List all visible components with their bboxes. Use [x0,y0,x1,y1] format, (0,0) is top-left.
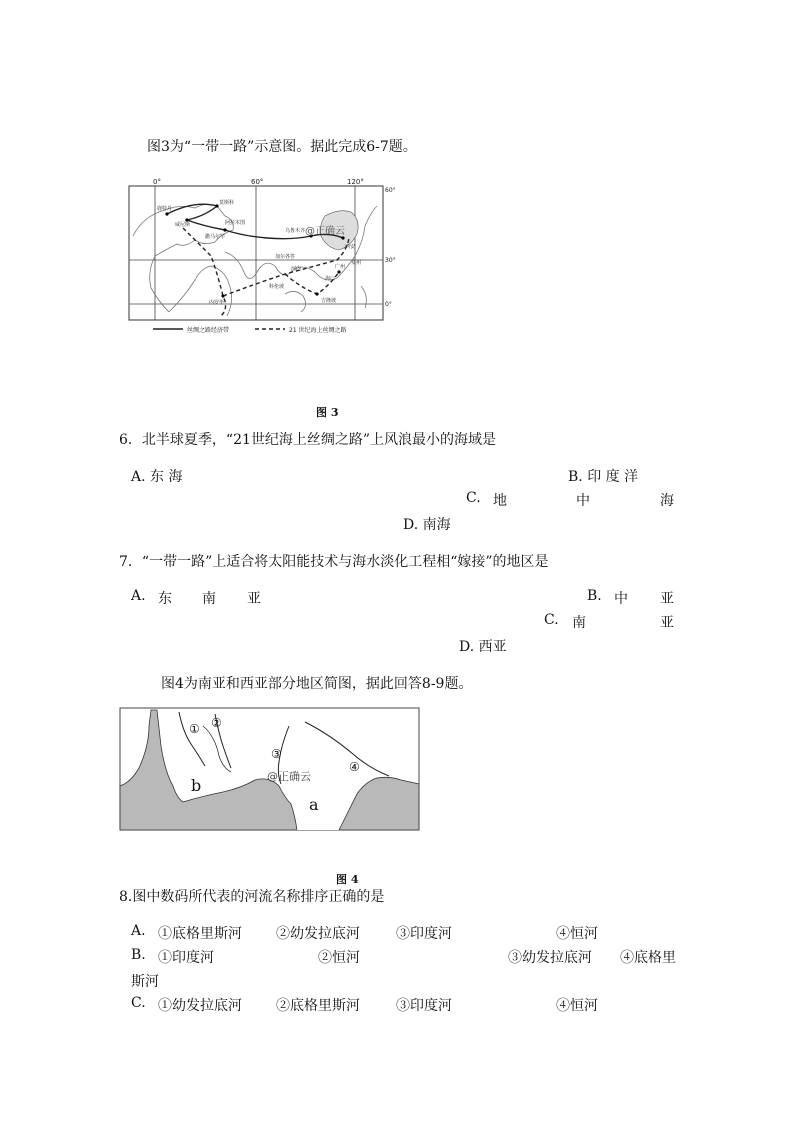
q8-option-a-item3: ③印度河 [396,926,452,942]
q7-option-c-part2: 亚 [660,615,674,631]
marker-1: ① [189,722,200,736]
q6-option-d: D. 南海 [403,517,451,533]
q7-option-a-part3: 亚 [247,591,261,607]
place-kuala-lumpur: 吉隆坡 [321,298,337,304]
place-guangzhou: 广州 [335,264,346,270]
place-almaty: 阿拉木图 [225,220,246,226]
place-quanzhou: 泉州 [351,260,362,266]
q8-option-a-item1: ①底格里斯河 [158,926,242,942]
q6-option-c-part3: 海 [660,493,674,509]
q8-option-b-item4: ④底格里 [620,950,676,966]
intro-fig3: 图3为“一带一路”示意图。据此完成6-7题。 [147,139,417,155]
q8-option-c-item4: ④恒河 [556,998,598,1014]
place-rotterdam: 鹿特丹 [157,206,173,212]
belt-road-map-svg [125,176,396,338]
region-b-label: b [191,776,202,795]
q8-option-c-letter: C. [131,995,146,1011]
q7-option-c-part1: 南 [572,615,586,631]
q8-option-a-letter: A. [131,923,146,939]
q6-option-b: B. 印 度 洋 [568,469,639,485]
watermark: @正确云 [267,770,311,783]
legend-sea-route: 21 世纪海上丝绸之路 [289,327,347,334]
question-7-stem: 7．“一带一路”上适合将太阳能技术与海水淡化工程相“嫁接”的地区是 [119,554,549,570]
q7-option-b-letter: B. [587,588,602,604]
place-samarkand: 撒马尔罕 [205,234,226,240]
belt-road-map [125,176,396,338]
q7-option-c-letter: C. [544,612,559,628]
q7-option-a-part1: 东 [158,591,172,607]
intro-fig4: 图4为南亚和西亚部分地区简图，据此回答8-9题。 [161,676,473,692]
marker-4: ④ [349,760,360,774]
place-hanoi: 河内 [291,266,302,272]
place-moscow: 莫斯科 [219,200,235,206]
lat-label-0: 0° [385,301,392,308]
marker-2: ② [211,716,222,730]
q8-option-b-item4-continued: 斯河 [131,974,159,990]
q6-option-c-part2: 中 [576,493,590,509]
lat-label-30: 30° [385,257,396,264]
q7-option-d: D. 西亚 [459,639,507,655]
question-6-stem: 6．北半球夏季，“21世纪海上丝绸之路”上风浪最小的海域是 [119,432,497,448]
q8-option-b-letter: B. [131,947,146,963]
q8-option-b-item1: ①印度河 [158,950,214,966]
q7-option-b-part2: 亚 [660,591,674,607]
place-venice: 威尼斯 [175,222,191,228]
q6-option-c-letter: C. [466,490,481,506]
q8-option-a-item4: ④恒河 [556,926,598,942]
south-west-asia-map [119,706,421,832]
q8-option-c-item3: ③印度河 [396,998,452,1014]
question-8-stem: 8.图中数码所代表的河流名称排序正确的是 [119,889,385,905]
q6-option-a: A. 东 海 [131,469,183,485]
q8-option-c-item2: ②底格里斯河 [276,998,360,1014]
q8-option-a-item2: ②幼发拉底河 [276,926,360,942]
lon-label-120: 120° [347,178,364,186]
south-west-asia-map-svg [119,706,421,832]
q8-option-c-item1: ①幼发拉底河 [158,998,242,1014]
q6-option-c-part1: 地 [493,493,507,509]
place-xian: 西安 [345,244,356,250]
place-nairobi: 内罗毕 [209,300,225,306]
place-haikou: 海口 [325,276,336,282]
lon-label-0: 0° [153,178,161,186]
region-a-label: a [309,795,319,814]
figure3-caption: 图 3 [316,406,339,419]
watermark: @正确云 [305,226,345,237]
q7-option-a-part2: 南 [202,591,216,607]
lon-label-60: 60° [251,178,264,186]
place-colombo: 科伦坡 [269,284,285,290]
place-kolkata: 加尔各答 [275,254,296,260]
q7-option-a-letter: A. [131,588,146,604]
marker-3: ③ [271,747,282,761]
q7-option-b-part1: 中 [614,591,628,607]
place-urumqi: 乌鲁木齐 [285,228,306,234]
figure4-caption: 图 4 [336,873,359,886]
legend-land-route: 丝绸之路经济带 [187,327,230,334]
lat-label-60: 60° [385,187,396,194]
q8-option-b-item2: ②恒河 [318,950,360,966]
q8-option-b-item3: ③幼发拉底河 [508,950,592,966]
